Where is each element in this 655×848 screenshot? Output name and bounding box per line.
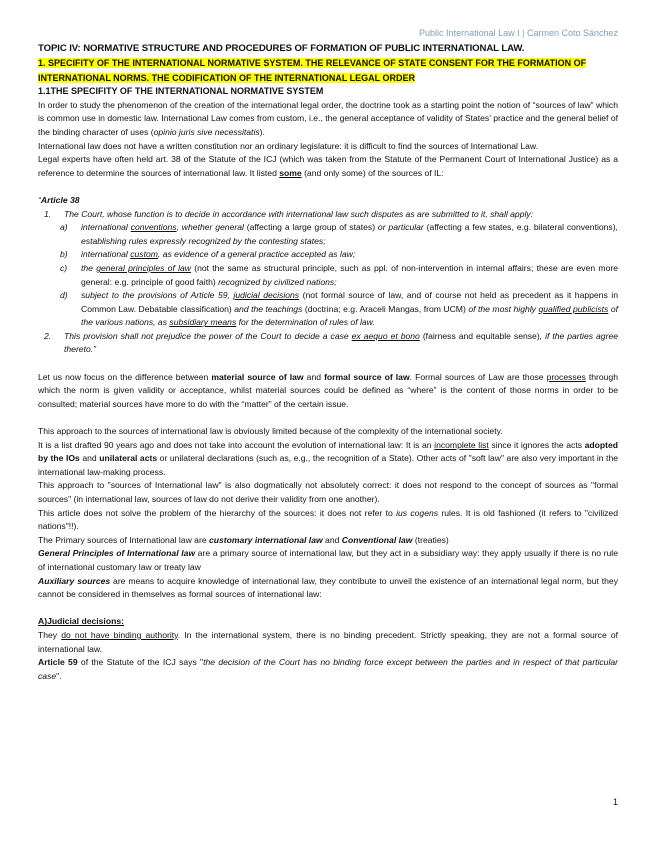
paragraph-sources-of-law: In order to study the phenomenon of the creation of the international legal order, the doctrine took as a starting point the notion of “sources of law” which is common use in domestic law. International Law comes from custom, i.e., the general acceptance of validity of States’ practice and the general belief of the binding character of uses (opinio juris sive necessitatis). bbox=[38, 99, 618, 137]
spacer bbox=[38, 357, 618, 371]
paragraph-general-principles: General Principles of International law are a primary source of international law, but they act in a subsidiary way: they apply usually if there is no rule of international customary law or treaty law bbox=[38, 548, 618, 572]
paragraph-hierarchy: This article does not solve the problem of the hierarchy of the sources: it does not refer to ius cogens rules. It is old fashioned (it refers to "civilized nations"!!). bbox=[38, 507, 618, 532]
spacer bbox=[38, 602, 618, 616]
article-38-heading: “Article 38 bbox=[38, 194, 80, 205]
paragraph-article-38-intro: Legal experts have often held art. 38 of the Statute of the ICJ (which was taken from the Statute of the Permanent Court of International Justice) as a reference to determine the sources of international law. It listed some (and only some) of the sources of IL: bbox=[38, 154, 618, 178]
paragraph-dogmatic-approach: This approach to "sources of International law" is also dogmatically not absolutely correct: it does not respond to the concept of sources as "formal sources" (in international law, sources of law do not derive their validity from one another). bbox=[38, 480, 618, 504]
paragraph-auxiliary-sources: Auxiliary sources are means to acquire knowledge of international law, they contribute to unveil the existence of an international legal norm, but they cannot be considered in themselves as formal sources of international law: bbox=[38, 575, 618, 600]
section-1-heading bbox=[38, 56, 618, 85]
article-38-item-1: 1. The Court, whose function is to decide in accordance with international law such disputes as are submitted to it, shall apply: bbox=[44, 208, 534, 219]
paragraph-material-formal-sources: Let us now focus on the difference between material source of law and formal source of law. Formal sources of Law are those processes through which the norm is given validity or acceptance, whilst material sources could be defined as “where” is the content of those norms in order to be consulted; material sources have more to do with the “matter” of the certain issue. bbox=[38, 371, 618, 409]
topic-title: TOPIC IV: NORMATIVE STRUCTURE AND PROCEDURES OF FORMATION OF PUBLIC INTERNATIONAL LAW. bbox=[38, 43, 525, 54]
running-header: Public International Law I | Carmen Coto Sánchez bbox=[419, 28, 618, 38]
article-38-item-d: d) subject to the provisions of Article 59, judicial decisions (not formal source of law, and of course not held as precedent as it happens in Common Law. Debatable classification) and the teachings (doctrina; e.g. Araceli Mangas, from UCM) of the most highly qualified publicists of the various nations, as subsidiary means for the determination of rules of law. bbox=[60, 290, 619, 328]
document-body bbox=[38, 42, 618, 683]
paragraph-no-constitution: International law does not have a written constitution nor an ordinary legislature: it is difficult to find the sources of International Law. bbox=[38, 140, 538, 151]
section-1-title: 1. SPECIFITY OF THE INTERNATIONAL NORMATIVE SYSTEM. THE RELEVANCE OF STATE CONSENT FOR THE FORMATION OF INTERNATIONAL NORMS. THE CODIFICATION OF THE INTERNATIONAL LEGAL ORDER bbox=[38, 58, 587, 83]
section-a-heading: A)Judicial decisions: bbox=[38, 616, 124, 627]
paragraph-limited-approach: This approach to the sources of international law is obviously limited because of the complexity of the international society. bbox=[38, 426, 503, 437]
article-38-item-c: c) the general principles of law (not the same as structural principle, such as ppl. of non-intervention in internal affairs; these are even more general: e.g. principle of good faith) recognized by civilized nations; bbox=[60, 262, 618, 287]
article-38-item-b: b) international custom, as evidence of a general practice accepted as law; bbox=[60, 249, 356, 260]
paragraph-primary-sources: The Primary sources of International law are customary international law and Conventional law (treaties) bbox=[38, 534, 449, 545]
spacer bbox=[38, 411, 618, 425]
section-1-1-heading: 1.1THE SPECIFITY OF THE INTERNATIONAL NORMATIVE SYSTEM bbox=[38, 86, 324, 97]
page-number: 1 bbox=[612, 797, 618, 807]
article-38-item-2: 2. This provision shall not prejudice the power of the Court to decide a case ex aequo et bono (fairness and equitable sense), if the parties agree thereto.” bbox=[44, 330, 618, 355]
article-38-list bbox=[38, 208, 618, 358]
document-page bbox=[38, 0, 618, 848]
paragraph-incomplete-list: It is a list drafted 90 years ago and does not take into account the evolution of international law: It is an incomplete list since it ignores the acts adopted by the IOs and unilateral acts or unilateral declarations (such as, e.g., the recognition of a State). Other acts of "soft law" are also very important in the international law-making process. bbox=[38, 439, 619, 477]
spacer bbox=[38, 180, 618, 194]
paragraph-article-59: Article 59 of the Statute of the ICJ says "the decision of the Court has no binding force except between the parties and in respect of that particular case". bbox=[38, 657, 618, 681]
article-38-item-a: a) international conventions, whether general (affecting a large group of states) or particular (affecting a few states, e.g. bilateral conventions), establishing rules expressly recognized by the contesting states; bbox=[60, 222, 618, 246]
paragraph-binding-authority: They do not have binding authority. In the international system, there is no binding precedent. Strictly speaking, they are not a formal source of international law. bbox=[38, 629, 618, 654]
